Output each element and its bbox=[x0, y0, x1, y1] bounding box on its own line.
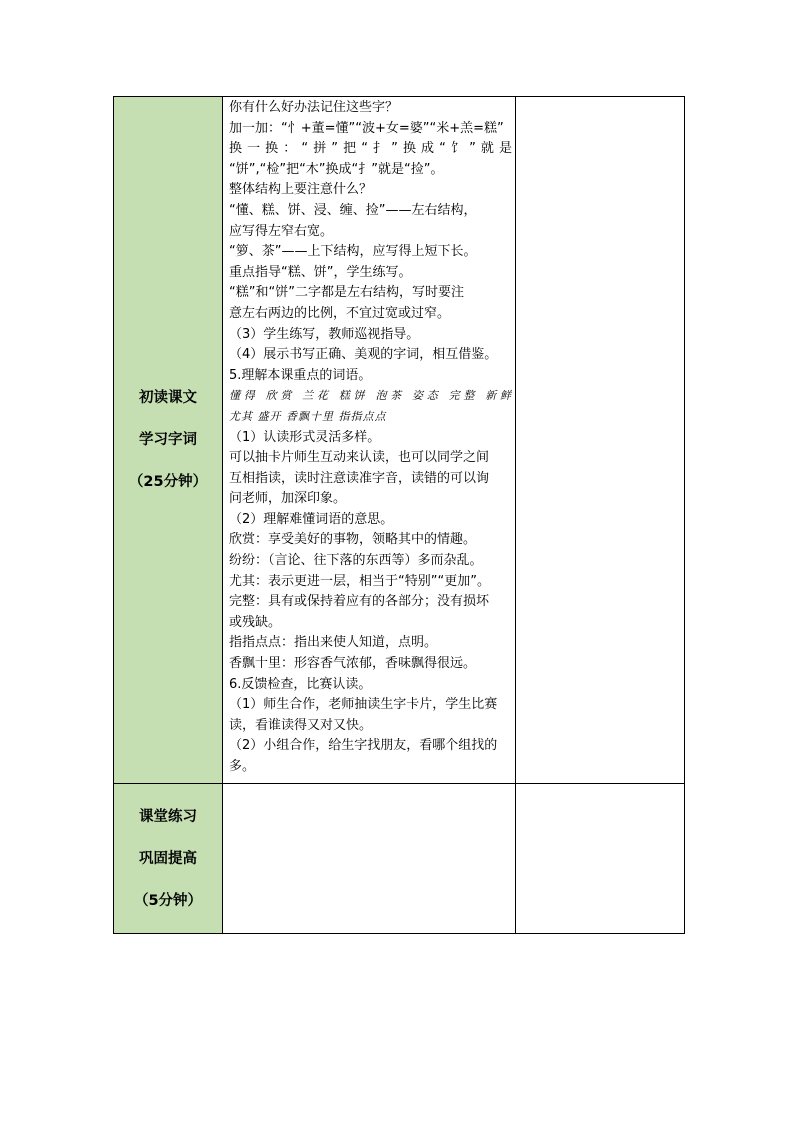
text-line: “箩、茶”——上下结构，应写得上短下长。 bbox=[229, 244, 477, 260]
text-line: 互相指读，读时注意读准字音，读错的可以询 bbox=[229, 470, 490, 486]
phase-subtitle: 巩固提高 bbox=[139, 850, 197, 867]
text-line: 你有什么好办法记住这些字？ bbox=[229, 100, 399, 115]
content-cell bbox=[223, 784, 516, 934]
text-line: 尤其：表示更进一层，相当于“特别”“更加”。 bbox=[229, 573, 490, 589]
text-line: 加一加：“忄+董=懂”“波+女=婆”“米+羔=糕” bbox=[229, 120, 504, 136]
text-line: 6.反馈检查，比赛认读。 bbox=[229, 676, 372, 692]
table-row bbox=[114, 97, 685, 784]
text-line: 整体结构上要注意什么？ bbox=[229, 182, 373, 198]
table-row bbox=[114, 784, 685, 934]
phase-cell bbox=[114, 784, 223, 934]
text-line: 换一换：“拼”把“扌”换成“饣”就是 bbox=[229, 141, 512, 157]
phase-duration: （25分钟） bbox=[128, 474, 208, 490]
text-line: 香飘十里：形容香气浓郁，香味飘得很远。 bbox=[229, 656, 477, 672]
notes-cell bbox=[516, 784, 685, 934]
text-line: （1）师生合作，老师抽读生字卡片，学生比赛 bbox=[229, 697, 498, 713]
text-line: 多。 bbox=[229, 759, 256, 774]
phase-duration: （5分钟） bbox=[133, 892, 203, 909]
text-line: （2）理解难懂词语的意思。 bbox=[229, 511, 394, 527]
text-line: 5.理解本课重点的词语。 bbox=[229, 367, 372, 383]
phase-cell bbox=[114, 97, 223, 784]
text-line: （4）展示书写正确、美观的字词，相互借鉴。 bbox=[229, 347, 498, 363]
text-line: “糕”和“饼”二字都是左右结构，写时要注 bbox=[229, 285, 464, 301]
notes-cell bbox=[516, 97, 685, 784]
text-line: （1）认读形式灵活多样。 bbox=[229, 429, 381, 445]
text-line: （3）学生练写，教师巡视指导。 bbox=[229, 326, 420, 342]
text-line: 完整：具有或保持着应有的各部分；没有损坏 bbox=[229, 594, 490, 610]
text-line: 问老师，加深印象。 bbox=[229, 491, 347, 507]
text-line: “饼”,“检”把“木”换成“扌”就是“捡”。 bbox=[229, 161, 444, 177]
text-line: 重点指导“糕、饼”，学生练写。 bbox=[229, 264, 412, 280]
phase-title: 课堂练习 bbox=[139, 808, 197, 825]
text-line: 欣赏：享受美好的事物，领略其中的情趣。 bbox=[229, 532, 477, 548]
text-line: （2）小组合作，给生字找朋友，看哪个组找的 bbox=[229, 738, 498, 754]
text-line: 或残缺。 bbox=[229, 614, 282, 630]
text-line: 读，看谁读得又对又快。 bbox=[229, 717, 373, 733]
text-line: 可以抽卡片师生互动来认读，也可以同学之间 bbox=[229, 450, 490, 466]
phase-subtitle: 学习字词 bbox=[139, 432, 197, 448]
phase-title: 初读课文 bbox=[139, 390, 197, 406]
text-line: “懂、糕、饼、浸、缠、捡”——左右结构， bbox=[229, 202, 477, 218]
text-line: 纷纷：（言论、往下落的东西等）多而杂乱。 bbox=[229, 553, 483, 569]
vocab-line: 尤其 盛开 香飘十里 指指点点 bbox=[229, 409, 387, 423]
vocab-line: 懂得 欣赏 兰花 糕饼 泡茶 姿态 完整 新鲜 bbox=[229, 389, 512, 403]
text-line: 指指点点：指出来使人知道，点明。 bbox=[229, 635, 438, 651]
text-line: 应写得左窄右宽。 bbox=[229, 223, 334, 239]
content-cell bbox=[223, 97, 516, 784]
text-line: 意左右两边的比例，不宜过宽或过窄。 bbox=[229, 305, 451, 321]
lesson-plan-table bbox=[113, 96, 685, 934]
